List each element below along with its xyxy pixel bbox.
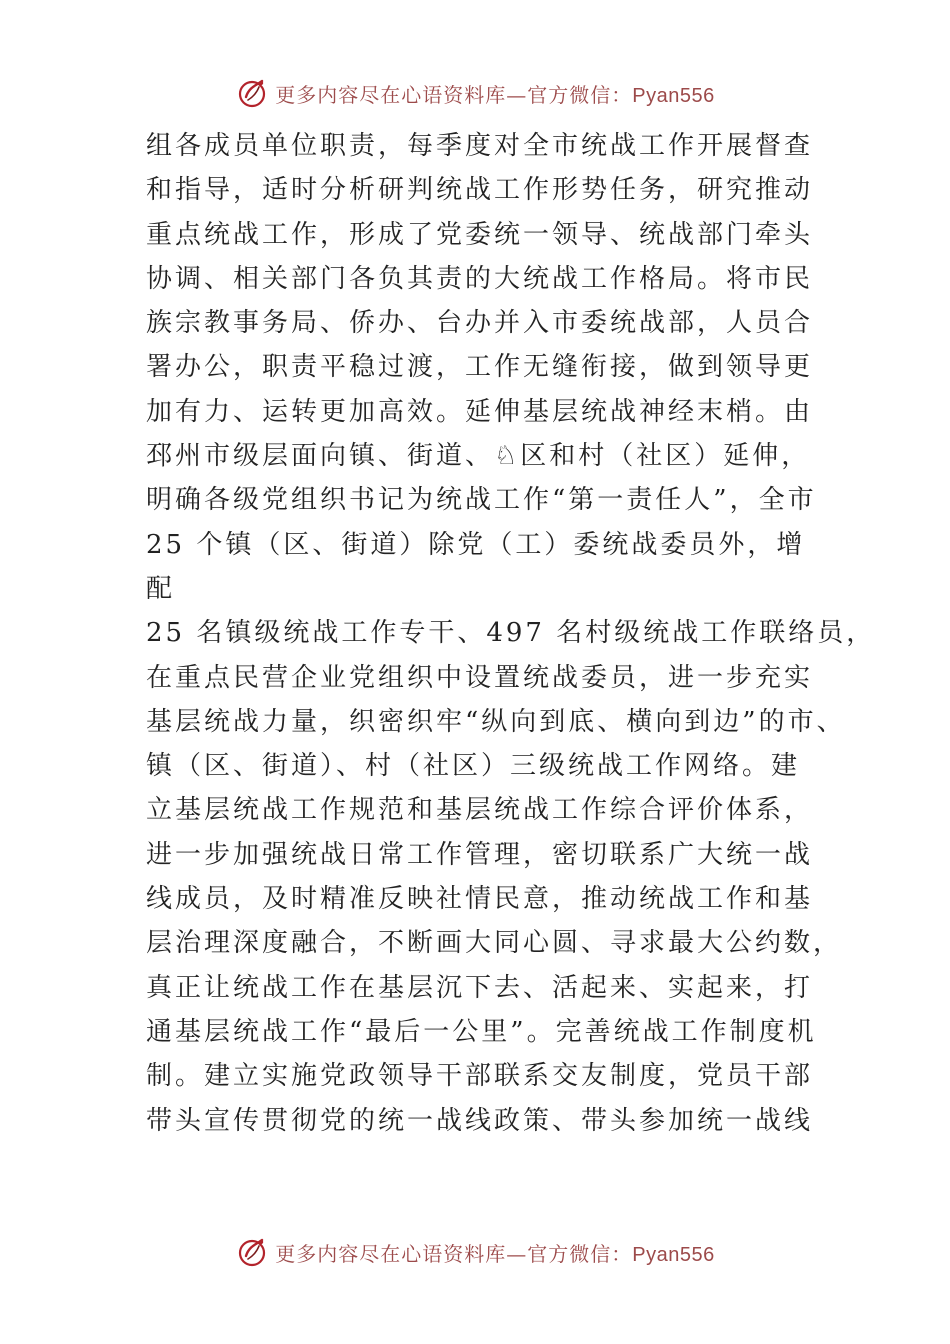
header-banner-label: 官方微信： — [527, 82, 633, 107]
header-banner-text — [275, 79, 714, 108]
footer-banner-main: 更多内容尽在心语资料库 — [275, 1241, 507, 1266]
text-line: 配 — [146, 573, 176, 604]
footer-banner — [0, 1232, 950, 1272]
text-line: 镇（区、街道）、村（社区）三级统战工作网络。建 — [146, 751, 801, 782]
text-line: 立基层统战工作规范和基层统战工作综合评价体系， — [146, 795, 814, 826]
header-banner-handle: Pyan556 — [632, 84, 715, 107]
text-line: 在重点民营企业党组织中设置统战委员，进一步充实 — [146, 662, 814, 693]
text-line: 明确各级党组织书记为统战工作“第一责任人”，全市 — [146, 485, 817, 516]
header-banner — [0, 73, 950, 113]
brand-logo-icon — [235, 75, 271, 111]
footer-banner-dash: — — [506, 1241, 528, 1266]
document-body — [146, 124, 876, 1143]
text-line: 重点统战工作，形成了党委统一领导、统战部门牵头 — [146, 219, 814, 250]
text-line: 协调、相关部门各负其责的大统战工作格局。将市民 — [146, 263, 814, 294]
text-line: 层治理深度融合，不断画大同心圆、寻求最大公约数， — [146, 928, 843, 959]
footer-banner-text — [275, 1238, 714, 1267]
text-line: 署办公，职责平稳过渡，工作无缝衔接，做到领导更 — [146, 352, 814, 383]
text-line: 组各成员单位职责，每季度对全市统战工作开展督查 — [146, 131, 814, 161]
text-line: 基层统战力量，织密织牢“纵向到底、横向到边”的市、 — [146, 706, 846, 737]
text-line: 制。建立实施党政领导干部联系交友制度，党员干部 — [146, 1061, 814, 1092]
text-line: 真正让统战工作在基层沉下去、活起来、实起来，打 — [146, 972, 814, 1003]
text-line: 加有力、运转更加高效。延伸基层统战神经末梢。由 — [146, 396, 814, 427]
text-line: 通基层统战工作“最后一公里”。完善统战工作制度机 — [146, 1016, 817, 1047]
header-banner-main: 更多内容尽在心语资料库 — [275, 82, 507, 107]
text-line: 进一步加强统战日常工作管理，密切联系广大统一战 — [146, 839, 814, 870]
footer-banner-handle: Pyan556 — [632, 1243, 715, 1266]
footer-banner-label: 官方微信： — [527, 1241, 633, 1266]
text-line: 和指导，适时分析研判统战工作形势任务，研究推动 — [146, 175, 814, 206]
brand-logo-icon — [235, 1234, 271, 1270]
text-line: 线成员，及时精准反映社情民意，推动统战工作和基 — [146, 884, 814, 915]
text-line: 族宗教事务局、侨办、台办并入市委统战部，人员合 — [146, 308, 814, 339]
text-line: 带头宣传贯彻党的统一战线政策、带头参加统一战线 — [146, 1105, 814, 1136]
text-line: 25 名镇级统战工作专干、497 名村级统战工作联络员， — [146, 618, 876, 649]
text-line: 25 个镇（区、街道）除党（工）委统战委员外，增 — [146, 529, 806, 560]
text-line: 邳州市级层面向镇、街道、♘区和村（社区）延伸， — [146, 441, 811, 472]
header-banner-dash: — — [506, 82, 528, 107]
